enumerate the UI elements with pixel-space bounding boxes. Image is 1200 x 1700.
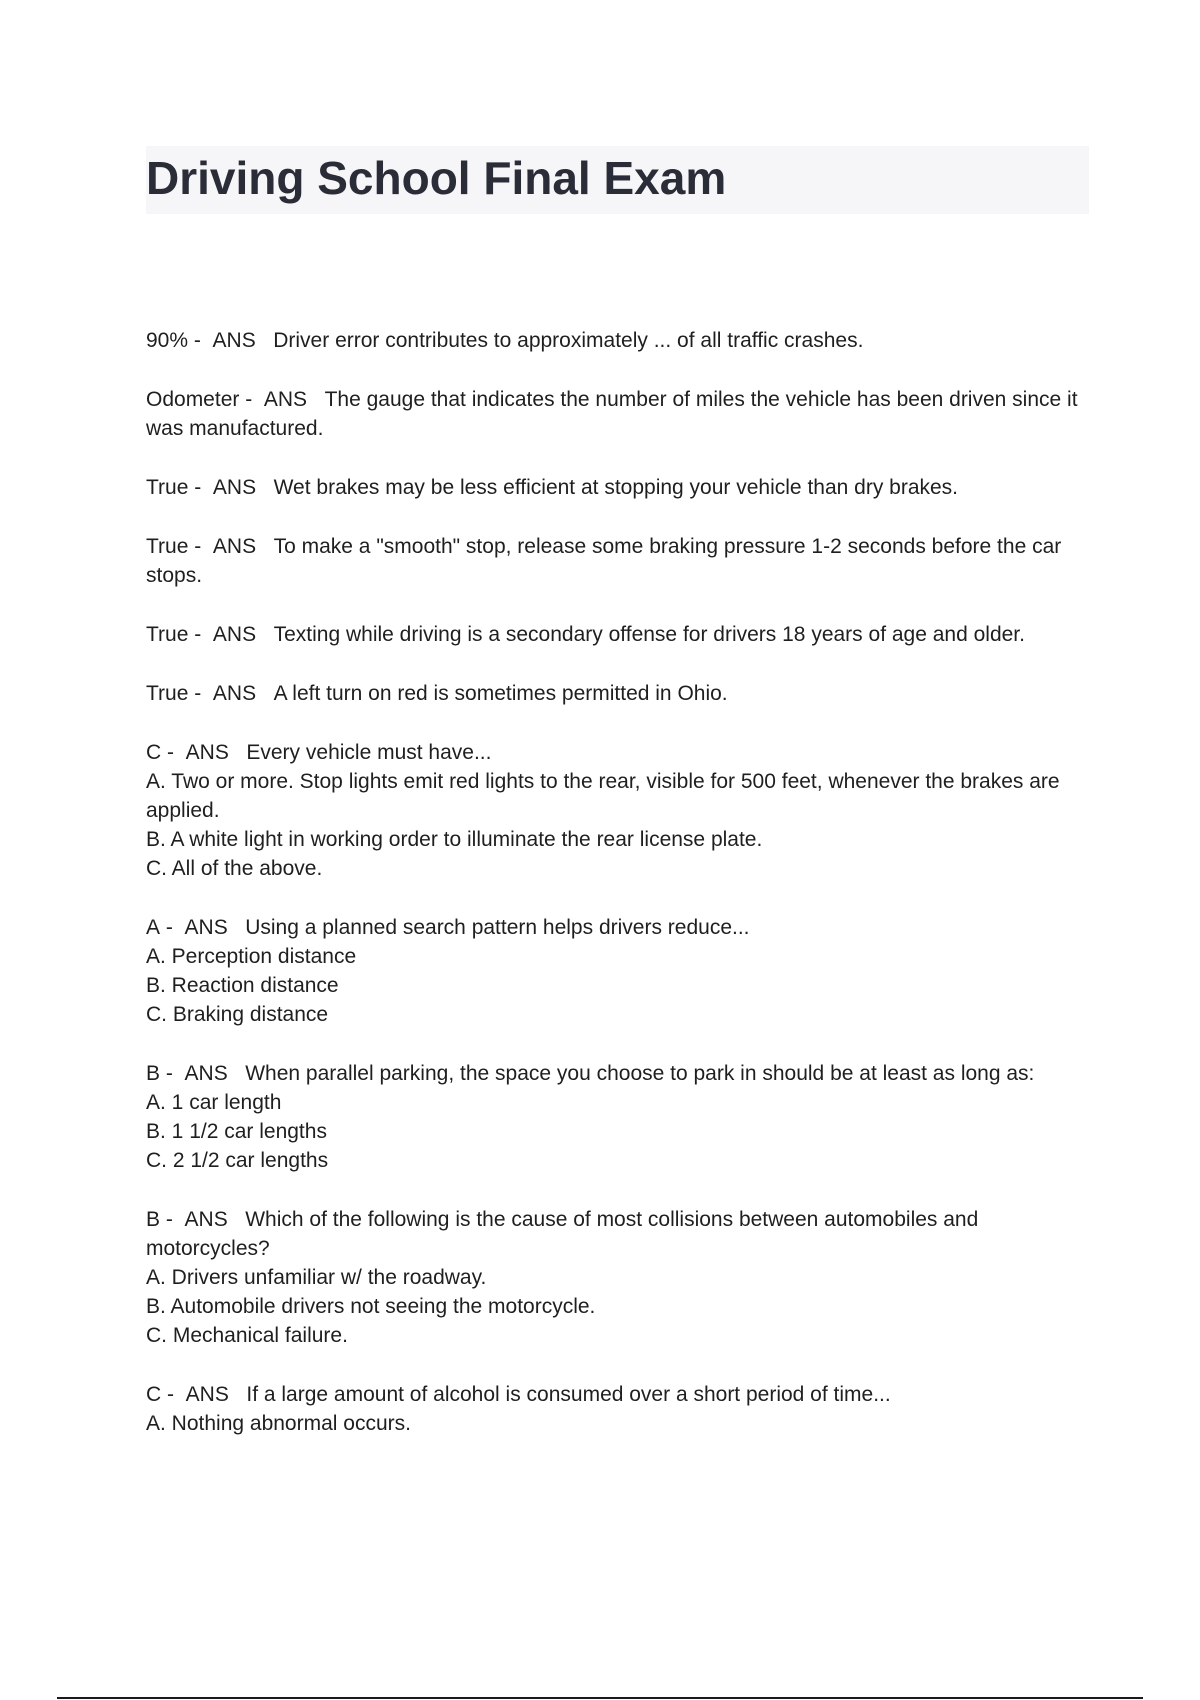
question-text: Texting while driving is a secondary offense for drivers 18 years of age and older. [273,623,1025,646]
ans-marker: ANS [212,535,257,558]
ans-marker: ANS [212,682,257,705]
question-text: The gauge that indicates the number of miles the vehicle has been driven since it was manufactured. [146,388,1078,440]
answer-key: C [146,741,162,764]
qa-item [146,326,1096,355]
answer-key: True [146,682,189,705]
qa-item [146,1059,1096,1175]
question-text: A left turn on red is sometimes permitted in Ohio. [273,682,728,705]
answer-option: A. Perception distance [146,945,357,968]
answer-option: B. A white light in working order to illuminate the rear license plate. [146,828,763,851]
ans-marker: ANS [212,476,257,499]
question-text: Which of the following is the cause of most collisions between automobiles and motorcycles? [146,1208,979,1260]
question-text: Wet brakes may be less efficient at stopping your vehicle than dry brakes. [273,476,959,499]
answer-option: B. Automobile drivers not seeing the motorcycle. [146,1295,596,1318]
qa-item [146,913,1096,1029]
answer-option: A. Two or more. Stop lights emit red lights to the rear, visible for 500 feet, whenever the brakes are applied. [146,770,1060,822]
answer-key: Odometer [146,388,240,411]
qa-question-line [146,1380,1096,1409]
qa-question-line [146,620,1096,649]
answer-separator: - [188,476,213,499]
footer-divider [57,1697,1143,1699]
answer-separator: - [239,388,264,411]
answer-key: C [146,1383,162,1406]
answer-separator: - [161,741,186,764]
question-text: Every vehicle must have... [246,741,492,764]
qa-question-line [146,1205,1096,1263]
answer-option: C. Mechanical failure. [146,1324,348,1347]
ans-marker: ANS [263,388,308,411]
answer-option: B. 1 1/2 car lengths [146,1120,327,1143]
page-title: Driving School Final Exam [146,152,727,204]
qa-item [146,473,1096,502]
qa-question-line [146,1059,1096,1088]
qa-item [146,532,1096,590]
qa-item [146,620,1096,649]
question-text: If a large amount of alcohol is consumed over a short period of time... [246,1383,891,1406]
answer-option: A. 1 car length [146,1091,282,1114]
answer-separator: - [188,329,213,352]
ans-marker: ANS [185,1383,229,1406]
qa-item [146,1380,1096,1438]
qa-item [146,679,1096,708]
question-text: Driver error contributes to approximately ... of all traffic crashes. [273,329,864,352]
answer-option: A. Drivers unfamiliar w/ the roadway. [146,1266,487,1289]
ans-marker: ANS [185,741,229,764]
answer-option: C. All of the above. [146,857,323,880]
question-text: To make a "smooth" stop, release some braking pressure 1-2 seconds before the car stops. [146,535,1062,587]
answer-separator: - [188,682,213,705]
answer-separator: - [188,623,213,646]
qa-question-line [146,679,1096,708]
qa-question-line [146,473,1096,502]
ans-marker: ANS [184,1208,228,1231]
answer-key: 90% [146,329,189,352]
answer-separator: - [160,1062,185,1085]
qa-question-line [146,385,1096,443]
qa-question-line [146,738,1096,767]
answer-key: A [146,916,161,939]
answer-option: B. Reaction distance [146,974,339,997]
answer-option: A. Nothing abnormal occurs. [146,1412,411,1435]
ans-marker: ANS [212,623,257,646]
qa-question-line [146,913,1096,942]
qa-item [146,738,1096,883]
qa-question-line [146,326,1096,355]
answer-option: C. Braking distance [146,1003,329,1026]
answer-key: B [146,1208,161,1231]
answer-separator: - [160,1208,185,1231]
ans-marker: ANS [212,329,256,352]
answer-option: C. 2 1/2 car lengths [146,1149,329,1172]
qa-question-line [146,532,1096,590]
ans-marker: ANS [184,1062,228,1085]
question-text: When parallel parking, the space you choose to park in should be at least as long as: [245,1062,1035,1085]
qa-item [146,385,1096,443]
answer-key: B [146,1062,161,1085]
answer-separator: - [188,535,213,558]
answer-separator: - [161,1383,186,1406]
qa-item [146,1205,1096,1350]
title-banner [146,146,1089,214]
answer-separator: - [160,916,185,939]
ans-marker: ANS [184,916,228,939]
question-answer-list [146,326,1096,1468]
answer-key: True [146,623,189,646]
answer-key: True [146,535,189,558]
question-text: Using a planned search pattern helps drivers reduce... [245,916,750,939]
answer-key: True [146,476,189,499]
